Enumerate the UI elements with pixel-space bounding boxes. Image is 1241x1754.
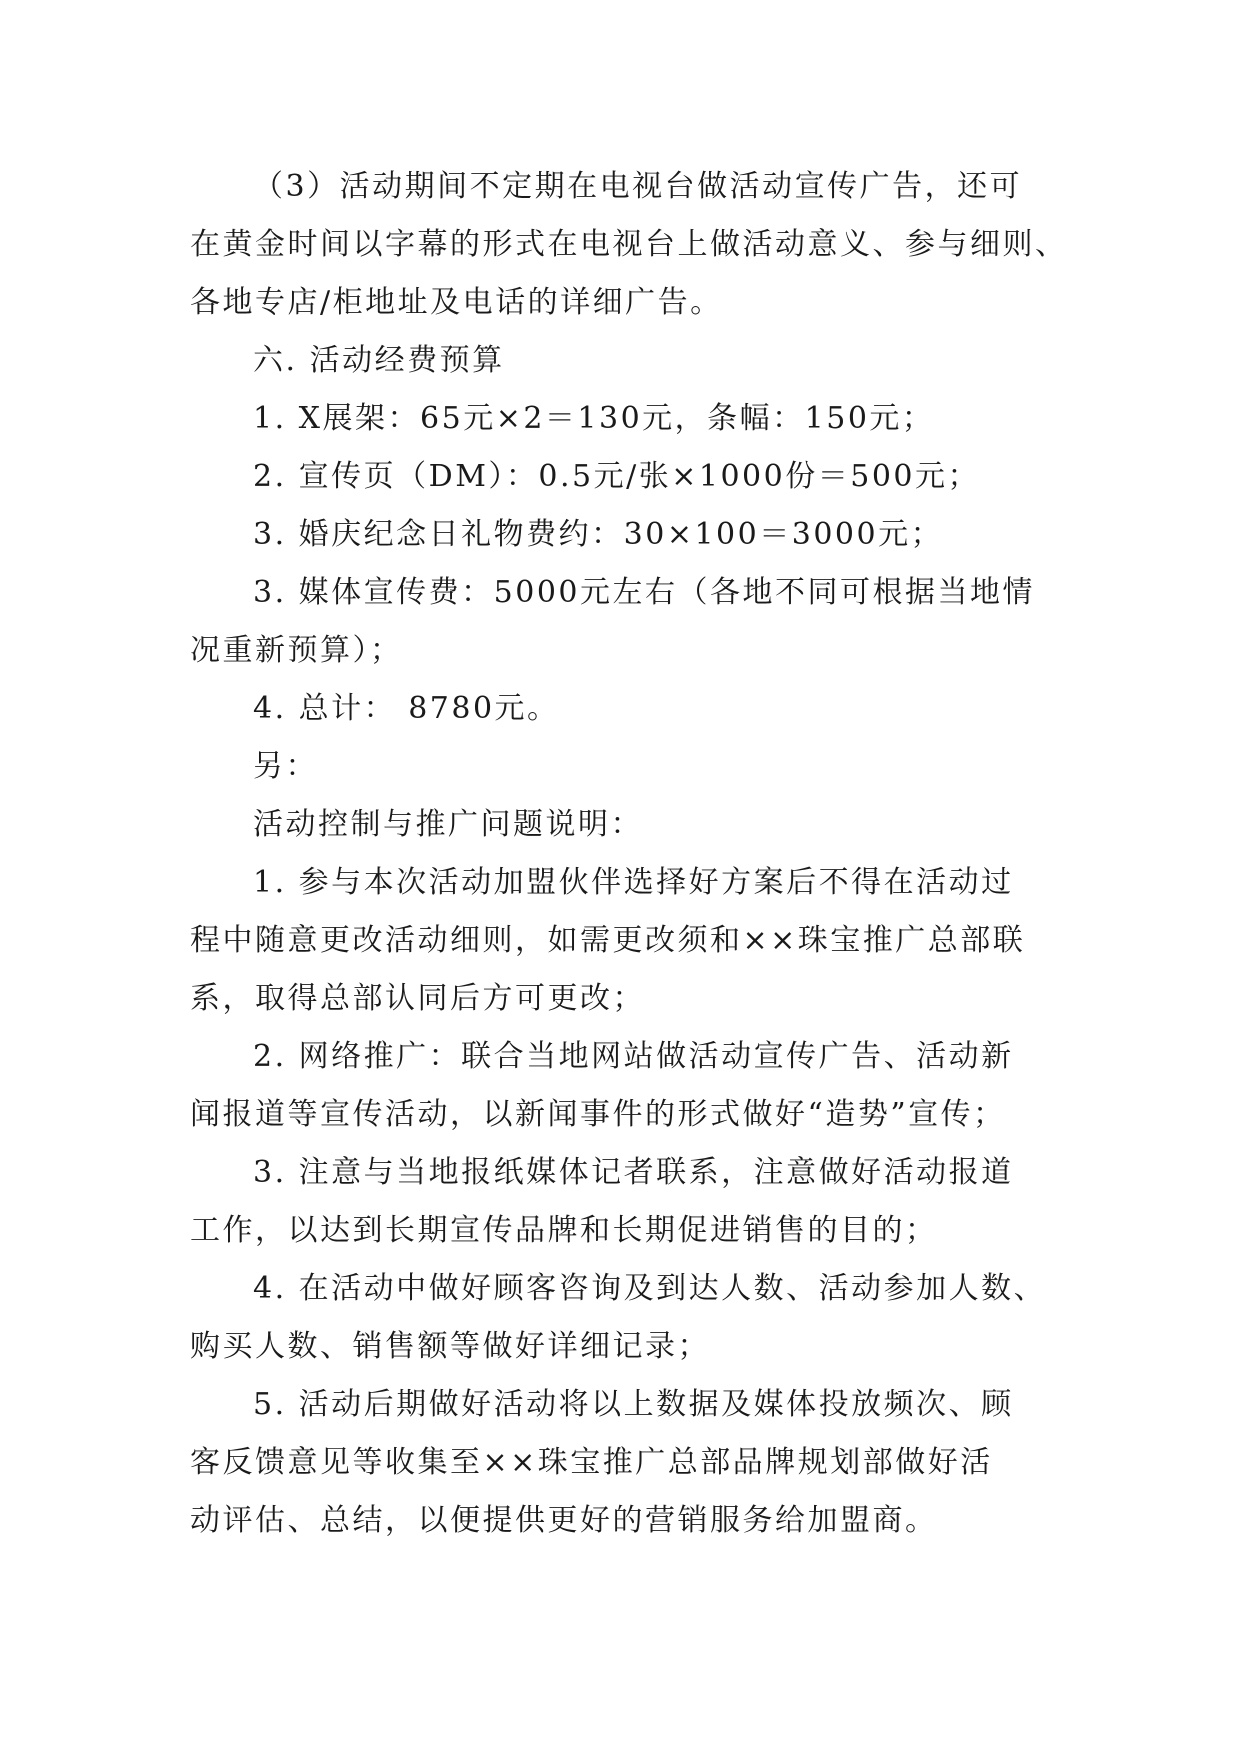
- document-body: [190, 158, 1090, 1550]
- text-line: 4. 在活动中做好顾客咨询及到达人数、活动参加人数、: [253, 1271, 1047, 1306]
- text-line: 工作，以达到长期宣传品牌和长期促进销售的目的；: [190, 1213, 938, 1248]
- text-line: 况重新预算）；: [190, 633, 403, 668]
- text-line: 1. X展架：65元×2＝130元，条幅：150元；: [253, 401, 935, 436]
- paragraph: [190, 506, 1090, 564]
- paragraph: [190, 1260, 1090, 1376]
- text-line: 动评估、总结，以便提供更好的营销服务给加盟商。: [190, 1503, 938, 1538]
- paragraph: [190, 158, 1090, 332]
- paragraph: [190, 854, 1090, 1028]
- text-line: 2. 网络推广：联合当地网站做活动宣传广告、活动新: [253, 1039, 1014, 1074]
- text-line: 购买人数、销售额等做好详细记录；: [190, 1329, 710, 1364]
- text-line: 程中随意更改活动细则，如需更改须和××珠宝推广总部联: [190, 923, 1026, 958]
- text-line: 客反馈意见等收集至××珠宝推广总部品牌规划部做好活: [190, 1445, 993, 1480]
- text-line: 在黄金时间以字幕的形式在电视台上做活动意义、参与细则、: [190, 227, 1068, 262]
- text-line: 2. 宣传页（DM）：0.5元/张×1000份＝500元；: [253, 459, 980, 494]
- text-line: 4. 总计： 8780元。: [253, 691, 560, 726]
- text-line: 活动控制与推广问题说明：: [253, 807, 643, 842]
- paragraph: [190, 796, 1090, 854]
- paragraph: [190, 1144, 1090, 1260]
- text-line: （3）活动期间不定期在电视台做活动宣传广告，还可: [253, 169, 1023, 204]
- paragraph: [190, 1376, 1090, 1550]
- text-line: 1. 参与本次活动加盟伙伴选择好方案后不得在活动过: [253, 865, 1014, 900]
- text-line: 另：: [253, 749, 318, 784]
- paragraph: [190, 738, 1090, 796]
- text-line: 5. 活动后期做好活动将以上数据及媒体投放频次、顾: [253, 1387, 1014, 1422]
- text-line: 3. 婚庆纪念日礼物费约：30×100＝3000元；: [253, 517, 944, 552]
- text-line: 各地专店/柜地址及电话的详细广告。: [190, 285, 723, 320]
- text-line: 3. 注意与当地报纸媒体记者联系，注意做好活动报道: [253, 1155, 1014, 1190]
- paragraph: [190, 680, 1090, 738]
- paragraph: [190, 448, 1090, 506]
- text-line: 系，取得总部认同后方可更改；: [190, 981, 645, 1016]
- text-line: 六. 活动经费预算: [253, 343, 505, 378]
- paragraph: [190, 564, 1090, 680]
- text-line: 闻报道等宣传活动，以新闻事件的形式做好“造势”宣传；: [190, 1097, 1006, 1132]
- text-line: 3. 媒体宣传费：5000元左右（各地不同可根据当地情: [253, 575, 1036, 610]
- paragraph: [190, 1028, 1090, 1144]
- paragraph: [190, 390, 1090, 448]
- paragraph: [190, 332, 1090, 390]
